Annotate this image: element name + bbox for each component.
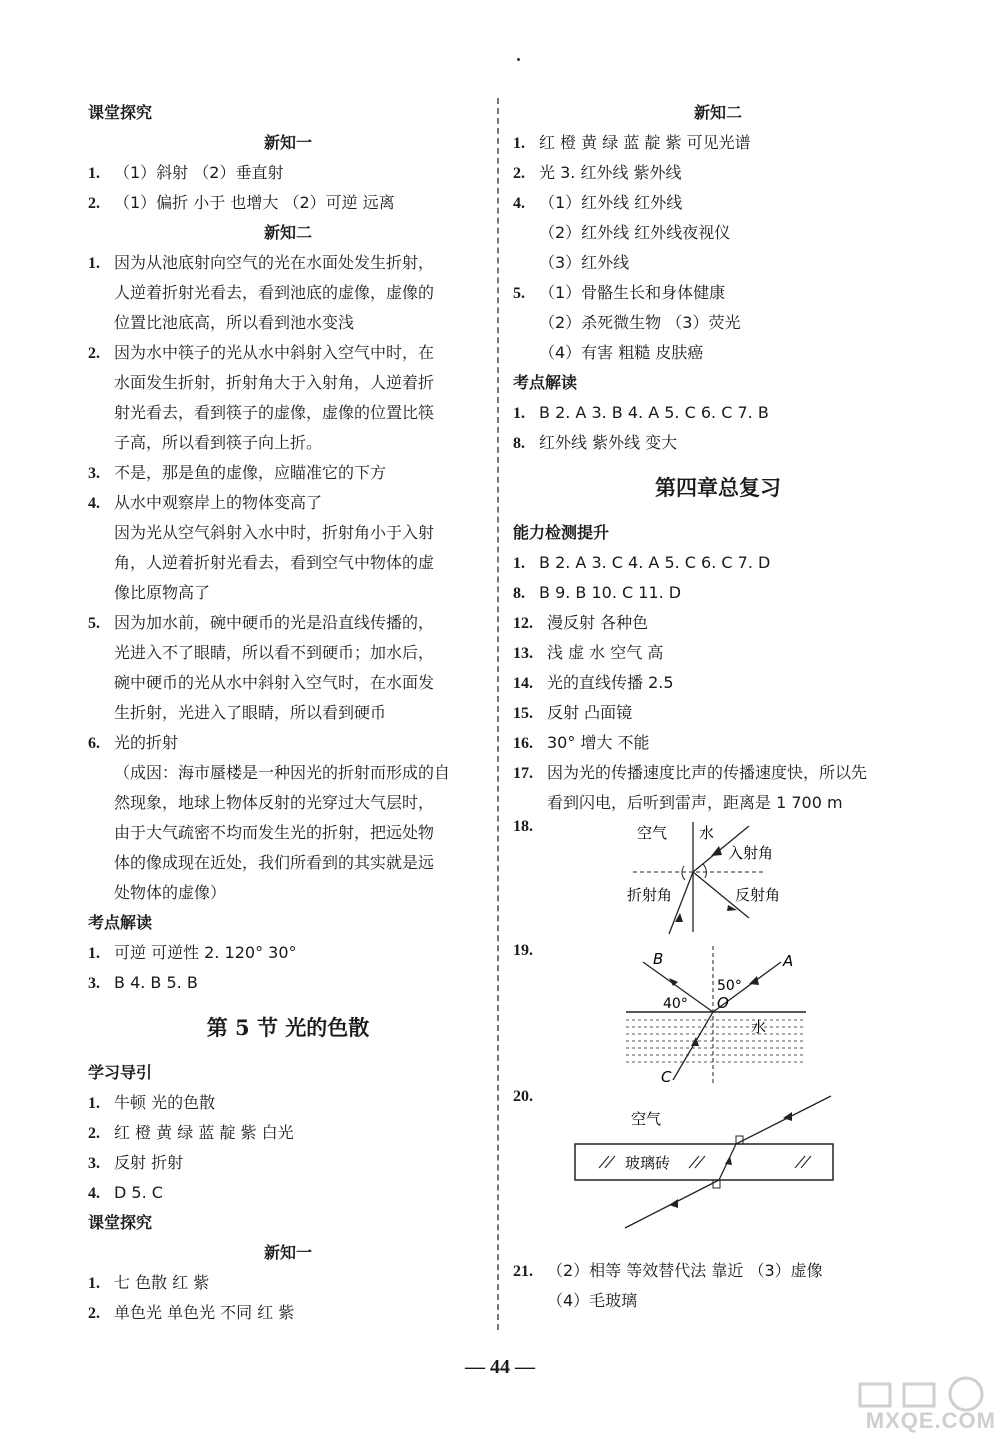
answer-line: 3. 不是，那是鱼的虚像，应瞄准它的下方 (88, 463, 387, 482)
answer-line: 16. 30° 增大 不能 (513, 733, 650, 752)
answer-line: 17. 因为光的传播速度比声的传播速度快，所以先 (513, 763, 868, 782)
answer-line: 由于大气疏密不均而发生光的折射，把远处物 (114, 823, 435, 842)
answer-line: （成因：海市蜃楼是一种因光的折射而形成的自 (114, 763, 451, 782)
watermark-logo (846, 1376, 996, 1436)
label-B: B (653, 950, 664, 968)
answer-line: 2. （1）偏折 小于 也增大 （2）可逆 远离 (88, 193, 395, 212)
answer-line: 像比原物高了 (114, 583, 211, 602)
answer-line: 12. 漫反射 各种色 (513, 613, 649, 632)
answer-line: 看到闪电，后听到雷声，距离是 1 700 m (547, 793, 843, 812)
answer-line: 位置比池底高，所以看到池水变浅 (114, 313, 355, 332)
answer-line: 6. 光的折射 (88, 733, 179, 752)
incident-arrow-icon (749, 976, 759, 985)
answer-line: 然现象，地球上物体反射的光穿过大气层时， (114, 793, 435, 812)
section-heading: 考点解读 (513, 373, 578, 392)
answer-line: 15. 反射 凸面镜 (513, 703, 633, 722)
label-C: C (661, 1068, 672, 1086)
reflected-arrow-icon (727, 905, 737, 911)
column-divider (497, 98, 499, 1330)
answer-line: 1. 因为从池底射向空气的光在水面处发生折射， (88, 253, 435, 272)
exit-arrow-icon (669, 1199, 678, 1208)
subheading: 新知一 (263, 1243, 312, 1262)
section-heading: 课堂探究 (88, 1213, 153, 1232)
answer-line: 1. 七 色散 红 紫 (88, 1273, 210, 1292)
water-refraction-diagram (513, 942, 923, 1088)
answer-line: 13. 浅 虚 水 空气 高 (513, 643, 664, 662)
answer-line: 1. B 2. A 3. C 4. A 5. C 6. C 7. D (513, 553, 771, 572)
figure-number: 19. (513, 942, 533, 959)
answer-line: 8. B 9. B 10. C 11. D (513, 583, 682, 602)
label-reflection-angle: 反射角 (735, 886, 781, 904)
answer-line: （3）红外线 (539, 253, 630, 272)
water-hatching (626, 1020, 806, 1062)
answer-line: 21. （2）相等 等效替代法 靠近 （3）虚像 (513, 1261, 823, 1280)
label-incident-angle: 入射角 (728, 844, 774, 862)
figure-number: 18. (513, 818, 533, 835)
answer-line: 子高，所以看到筷子向上折。 (114, 433, 323, 452)
label-air: 空气 (637, 824, 668, 842)
figure-19 (513, 942, 923, 1088)
figure-20 (513, 1088, 923, 1256)
answer-line: 处物体的虚像） (114, 883, 227, 902)
glass-brick-diagram (513, 1088, 923, 1256)
answer-line: 2. 光 3. 红外线 紫外线 (513, 163, 682, 182)
refracted-ray (669, 872, 693, 934)
answer-line: 射光看去，看到筷子的虚像，虚像的位置比筷 (114, 403, 435, 422)
answer-line: 1. 可逆 可逆性 2. 120° 30° (88, 943, 297, 962)
answer-line: （4）毛玻璃 (547, 1291, 638, 1310)
left-column (88, 98, 488, 1328)
answer-line: 5. 因为加水前，碗中硬币的光是沿直线传播的， (88, 613, 435, 632)
answer-line: 人逆着折射光看去，看到池底的虚像，虚像的 (114, 283, 435, 302)
incident-arrow-icon (711, 846, 722, 856)
label-air: 空气 (631, 1110, 662, 1128)
answer-line: 光进入不了眼睛，所以看不到硬币；加水后， (114, 643, 435, 662)
answer-line: 碗中硬币的光从水中斜射入空气时，在水面发 (114, 673, 435, 692)
section-heading: 课堂探究 (88, 103, 153, 122)
glass-brick (575, 1144, 833, 1180)
section-heading: 考点解读 (88, 913, 153, 932)
answer-line: 4. 从水中观察岸上的物体变高了 (88, 493, 323, 512)
subheading: 新知二 (263, 223, 312, 242)
answer-line: 3. 反射 折射 (88, 1153, 184, 1172)
figure-number: 20. (513, 1088, 533, 1105)
chapter-title: 第四章总复习 (655, 475, 781, 500)
answer-line: （2）红外线 红外线夜视仪 (539, 223, 731, 242)
top-dot (517, 58, 520, 61)
figure-18 (513, 818, 923, 942)
label-angle-40: 40° (663, 996, 688, 1012)
watermark-text: MXQE.COM (865, 1408, 996, 1433)
answer-line: 1. （1）斜射 （2）垂直射 (88, 163, 284, 182)
answer-line: 4. D 5. C (88, 1183, 163, 1202)
answer-line: 14. 光的直线传播 2.5 (513, 673, 674, 692)
label-glass-brick: 玻璃砖 (625, 1154, 671, 1172)
section-heading: 学习导引 (88, 1063, 153, 1082)
answer-line: 角，人逆着折射光看去，看到空气中物体的虚 (114, 553, 435, 572)
glass-arrow-icon (725, 1156, 732, 1165)
label-angle-50: 50° (717, 978, 742, 994)
label-water: 水 (751, 1018, 767, 1036)
label-O: O (717, 994, 729, 1012)
answer-line: 8. 红外线 紫外线 变大 (513, 433, 678, 452)
answer-line: 2. 红 橙 黄 绿 蓝 靛 紫 白光 (88, 1123, 294, 1142)
answer-line: 生折射，光进入了眼睛，所以看到硬币 (114, 703, 387, 722)
right-column (513, 98, 923, 1316)
answer-line: （2）杀死微生物 （3）荧光 (539, 313, 741, 332)
answer-line: 水面发生折射，折射角大于入射角，人逆着折 (114, 373, 435, 392)
subheading: 新知一 (263, 133, 312, 152)
subheading: 新知二 (693, 103, 742, 122)
answer-line: 1. 红 橙 黄 绿 蓝 靛 紫 可见光谱 (513, 133, 751, 152)
incident-ray (736, 1096, 831, 1144)
answer-line: 2. 单色光 单色光 不同 红 紫 (88, 1303, 295, 1322)
answer-line: 5. （1）骨骼生长和身体健康 (513, 283, 726, 302)
answer-line: 体的像成现在近处，我们所看到的其实就是远 (114, 853, 435, 872)
refraction-reflection-diagram (513, 818, 923, 942)
section-title: 第 5 节 光的色散 (206, 1015, 370, 1040)
label-refraction-angle: 折射角 (627, 886, 673, 904)
label-A: A (783, 952, 794, 970)
page-number: — 44 — (465, 1356, 535, 1378)
answer-line: 4. （1）红外线 红外线 (513, 193, 683, 212)
label-water: 水 (699, 824, 715, 842)
answer-line: 3. B 4. B 5. B (88, 973, 198, 992)
answer-line: 因为光从空气斜射入水中时，折射角小于入射 (114, 523, 435, 542)
answer-line: （4）有害 粗糙 皮肤癌 (539, 343, 704, 362)
answer-line: 1. 牛顿 光的色散 (88, 1093, 216, 1112)
section-heading: 能力检测提升 (513, 523, 610, 542)
answer-line: 1. B 2. A 3. B 4. A 5. C 6. C 7. B (513, 403, 769, 422)
answer-line: 2. 因为水中筷子的光从水中斜射入空气中时，在 (88, 343, 435, 362)
